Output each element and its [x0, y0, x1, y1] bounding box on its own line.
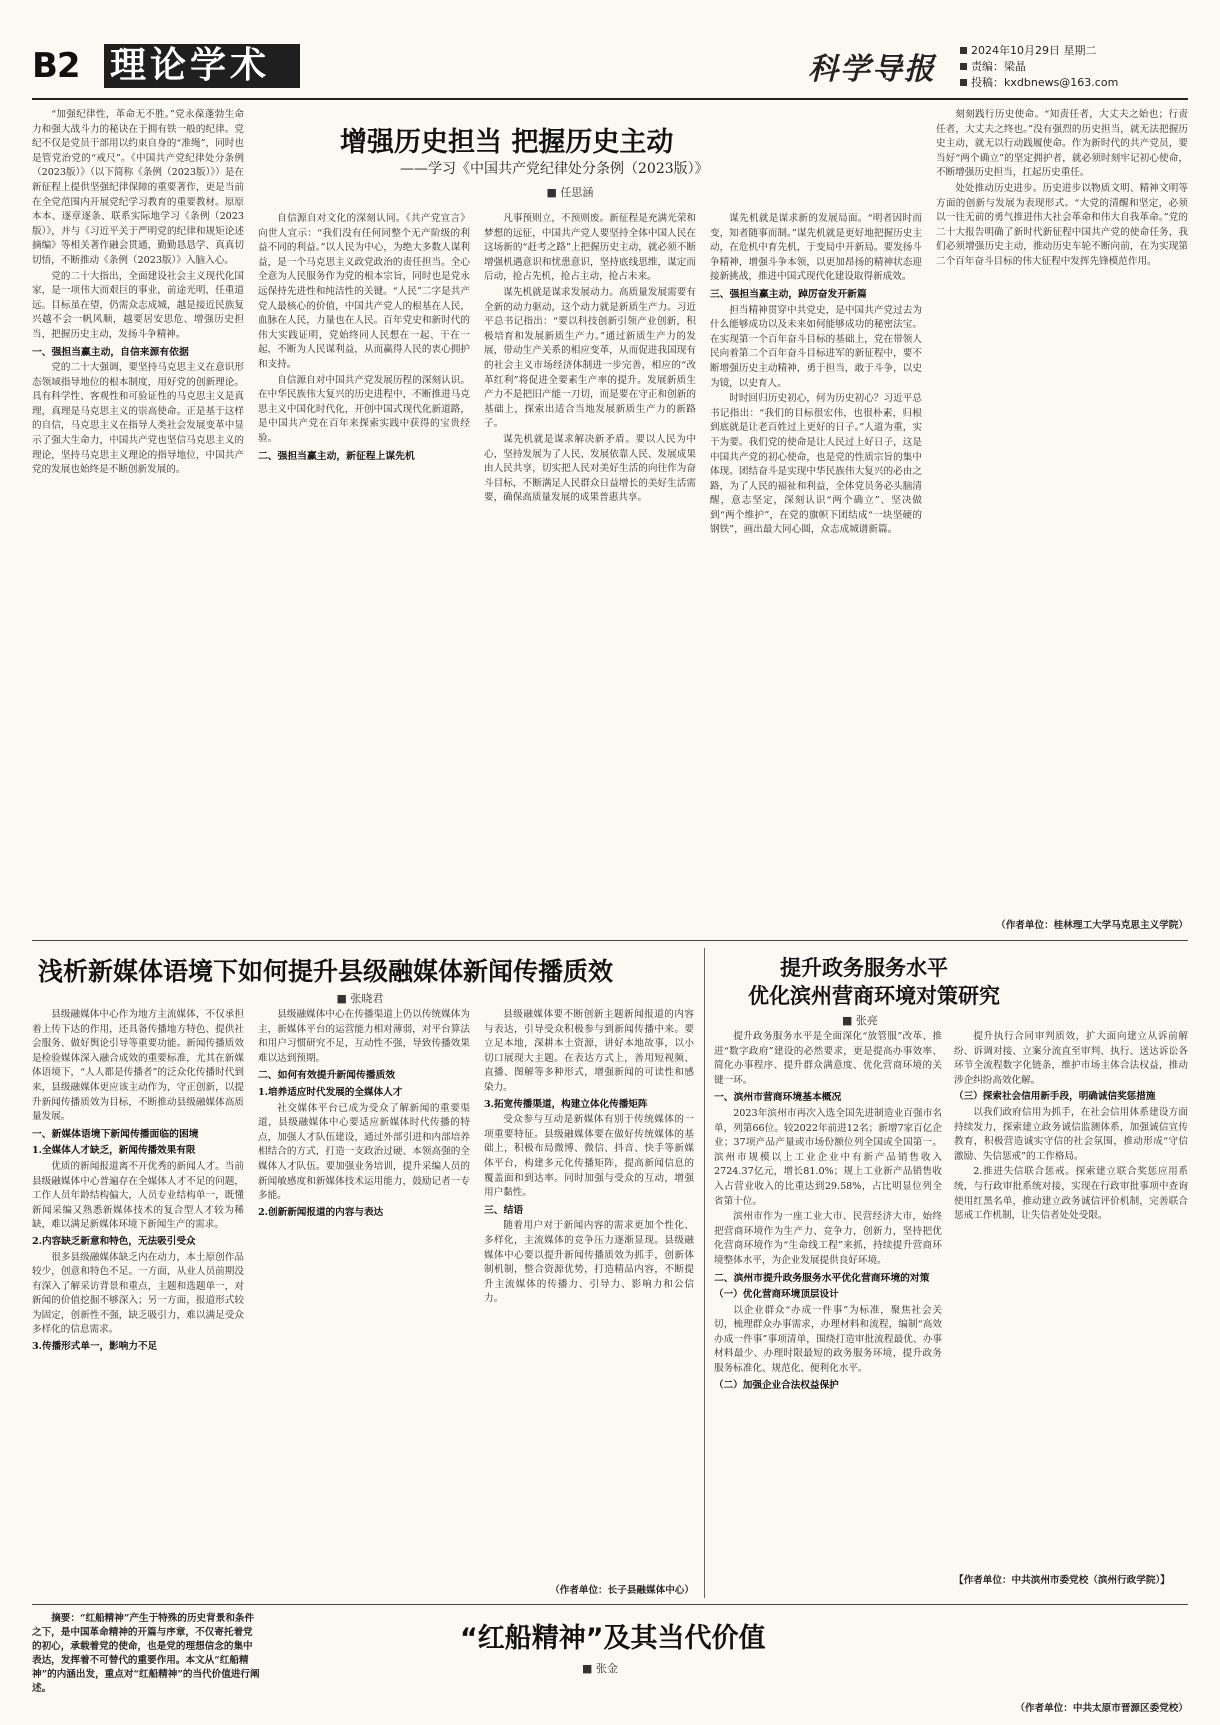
- mail-icon: [960, 79, 967, 86]
- paragraph: 以企业群众“办成一件事”为标准，聚焦社会关切，梳理群众办事需求，办理材料和流程，编制“高效办成一件事”事项清单，围绕打造审批流程最优、办事材料最少、办理时限最短的政务服务环境，提升政务服务标准化、规范化、便利化水平。: [714, 1304, 942, 1375]
- sub-heading: （二）加强企业合法权益保护: [714, 1379, 839, 1391]
- paragraph: 社交媒体平台已成为受众了解新闻的重要渠道，县级融媒体中心要适应新媒体时代传播的特点，加强人才队伍建设，通过外部引进和内部培养相结合的方式，打造一支政治过硬、本领高强的全媒体人才队伍。要加强业务培训，提升采编人员的新闻敏感度和新媒体技术运用能力，鼓励记者一专多能。: [258, 1102, 470, 1202]
- page-number: B2: [32, 46, 80, 86]
- section-heading: 一、新媒体语境下新闻传播面临的困境: [32, 1128, 199, 1140]
- section-heading: 三、强担当赢主动，踔厉奋发开新篇: [710, 288, 867, 300]
- article-1-author: ■ 任思涵: [546, 186, 594, 199]
- newspaper-logo: 科学导报: [808, 52, 936, 87]
- article-3-affiliation: 【作者单位：中共滨州市委党校（滨州行政学院）】: [954, 1575, 1170, 1586]
- masthead-rule: [32, 98, 1188, 100]
- paragraph: 时时回归历史初心，何为历史初心？习近平总书记指出：“我们的目标很宏伟，也很朴素，归根到底就是让老百姓过上更好的日子。”人道为重，实干为要。我们党的使命是让人民过上好日子，这是中国共产党的初心使命，也是党的性质宗旨的集中体现。团结奋斗是实现中华民族伟大复兴的必由之路，为了人民的福祉和利益，全体党员务必头脑清醒，意志坚定，深刻认识“两个确立”、坚决做到“两个维护”，在党的旗帜下团结成“一块坚硬的钢铁”，画出最大同心圆，众志成城谱新篇。: [710, 393, 922, 536]
- section-heading: 二、如何有效提升新闻传播质效: [258, 1070, 396, 1082]
- paragraph: 凡事预则立，不预则废。新征程是充满光荣和梦想的远征，中国共产党人要坚持全体中国人民在这场新的“赶考之路”上把握历史主动，就必须不断增强机遇意识和忧患意识，坚持底线思维，谋定而后动，抢占先机，抢占主动，抢占未来。: [484, 213, 696, 283]
- submission-email: 投稿：kxdbnews@163.com: [971, 76, 1119, 89]
- sub-heading: 3.传播形式单一，影响力不足: [32, 1341, 158, 1353]
- paragraph: 谋先机就是谋求解决新矛盾。要以人民为中心，坚持发展为了人民、发展依靠人民、发展成果由人民共享，切实把人民对美好生活的向往作为奋斗目标，不断满足人民群众日益增长的美好生活需要，确保高质量发展的成果普惠共享。: [484, 433, 696, 504]
- article-3-title-line-2: 优化滨州营商环境对策研究: [748, 984, 1000, 1008]
- section-heading: 二、强担当赢主动，新征程上谋先机: [258, 450, 415, 462]
- paragraph: 县级融媒体中心在传播渠道上仍以传统媒体为主，新媒体平台的运营能力相对薄弱，对平台算法和用户习惯研究不足，互动性不强，导致传播效果难以达到预期。: [258, 1009, 470, 1064]
- paragraph: 谋先机就是谋求发展动力。高质量发展需要有全新的动力驱动，这个动力就是新质生产力。习近平总书记指出：“要以科技创新引领产业创新，积极培育和发展新质生产力。”通过新质生产力的发展，带动生产关系的相应变革，从而促进我国现有的社会主义市场经济体制进一步完善，相应的“改革红利”将促进全要素生产率的提升。发展新质生产力不是把旧产能一刀切，而是要在守正和创新的基础上，探索出适合当地发展新质生产力的新路子。: [484, 286, 696, 430]
- sub-heading: 1.全媒体人才缺乏，新闻传播效果有限: [32, 1145, 196, 1157]
- sub-heading: 2.内容缺乏新意和特色，无法吸引受众: [32, 1235, 196, 1247]
- section-heading: 一、强担当赢主动，自信来源有依据: [32, 346, 189, 358]
- article-4-affiliation: （作者单位：中共太原市晋源区委党校）: [1015, 1703, 1188, 1714]
- paragraph: 滨州市作为一座工业大市、民营经济大市，始终把营商环境作为生产力、竞争力，创新力，坚持把优化营商环境作为“生命线工程”来抓，持续提升营商环境整体水平，为企业发展提供良好环境。: [714, 1211, 942, 1266]
- divider: [704, 948, 705, 1598]
- divider: [32, 940, 1188, 941]
- article-1-col-3: [484, 212, 696, 933]
- section-title: 理论学术: [110, 45, 271, 86]
- section-heading: 一、滨州市营商环境基本概况: [714, 1092, 842, 1104]
- article-3-title-line-1: 提升政务服务水平: [780, 956, 948, 980]
- paragraph: 很多县级融媒体缺乏内在动力，本土原创作品较少，创意和特色不足。一方面，从业人员前期没有深入了解采访背景和重点，主题和选题单一，对新闻的价值挖掘不够深入；另一方面，报道形式较为固定，创新性不强，缺乏吸引力，难以满足受众多样化的信息需求。: [32, 1251, 244, 1336]
- paragraph: 提升执行合同审判质效，扩大面向建立从诉前解纷、诉调对接、立案分流直至审判、执行、送达诉讼各环节全流程数字化链条，维护市场主体合法权益，推动涉企纠纷高效化解。: [954, 1031, 1188, 1086]
- article-2-col-2: [258, 1008, 470, 1596]
- article-1-subtitle: ——学习《中国共产党纪律处分条例（2023版）》: [400, 161, 709, 177]
- article-2-col-3: [484, 1008, 694, 1578]
- sub-heading: 1.培养适应时代发展的全媒体人才: [258, 1086, 403, 1098]
- paragraph: 随着用户对于新闻内容的需求更加个性化、多样化，主流媒体的竞争压力逐渐显现。县级融媒体中心要以提升新闻传播质效为抓手，创新体制机制，整合资源优势，打造精品内容，不断提升主流媒体的传播力、引导力、影响力和公信力。: [484, 1220, 694, 1305]
- paragraph: 提升政务服务水平是全面深化“放管服”改革、推进“数字政府”建设的必然要求，更是提高办事效率、简化办事程序、提升群众满意度、优化营商环境的关键一环。: [714, 1031, 942, 1086]
- article-3-col-1: [714, 1030, 942, 1598]
- paragraph: 优质的新闻报道离不开优秀的新闻人才。当前县级融媒体中心普遍存在全媒体人才不足的问题，工作人员年龄结构偏大，人员专业结构单一，既懂新闻采编又熟悉新媒体技术的复合型人才较为稀缺，难以满足新媒体环境下新闻生产的需求。: [32, 1160, 244, 1231]
- divider: [32, 1604, 1188, 1605]
- article-3-author: ■ 张亮: [842, 1014, 878, 1027]
- paragraph: 2.推进失信联合惩戒。探索建立联合奖惩应用系统，与行政审批系统对接，实现在行政审批事项中查询使用红黑名单，推动建立政务诚信评价机制，完善联合惩戒工作机制，让失信者处处受限。: [954, 1166, 1188, 1222]
- paragraph: 党的二十大指出，全面建设社会主义现代化国家，是一项伟大而艰巨的事业，前途光明，任重道远。目标虽在望，仍需众志成城，越是接近民族复兴越不会一帆风顺，越要居安思危、增强历史担当，把握历史主动，发扬斗争精神。: [32, 270, 244, 340]
- article-1-affiliation: （作者单位：桂林理工大学马克思主义学院）: [996, 920, 1188, 931]
- sub-heading: 2.创新新闻报道的内容与表达: [258, 1206, 384, 1218]
- editor-line: 责编：梁晶: [971, 60, 1026, 73]
- abstract: 摘要：“红船精神”产生于特殊的历史背景和条件之下，是中国革命精神的开篇与序章，不仅寄托着党的初心，承载着党的使命，也是党的理想信念的集中表达，发挥着不可替代的重要作用。本文从“红船精神”的内涵出发，重点对“红船精神”的当代价值进行阐述。: [32, 1613, 260, 1694]
- article-4-title: “红船精神”及其当代价值: [460, 1623, 766, 1654]
- sub-heading: （一）优化营商环境顶层设计: [714, 1289, 839, 1301]
- section-heading: 二、滨州市提升政务服务水平优化营商环境的对策: [714, 1272, 930, 1284]
- paragraph: 自信源自对文化的深刻认同。《共产党宣言》向世人宣示：“我们没有任何同整个无产阶级的利益不同的利益。”以人民为中心，为绝大多数人谋利益，是一个马克思主义政党政治的责任担当。全心全意为人民服务作为党的根本宗旨，同时也是党永远保持先进性和纯洁性的关键。“人民”二字是共产党人最核心的价值，中国共产党人的根基在人民，血脉在人民，力量也在人民。百年党史和新时代的伟大实践证明，党始终同人民想在一起、干在一起，不断为人民谋利益，从而赢得人民的衷心拥护和支持。: [258, 213, 470, 370]
- article-1-title: 增强历史担当 把握历史主动: [340, 127, 674, 158]
- paragraph: 处处推动历史进步。历史进步以物质文明、精神文明等方面的创新与发展为表现形式。“大党的清醒和坚定，必须以一往无前的勇气推进伟大社会革命和伟大自我革命。”党的二十大报告明确了新时代新征程中国共产党的使命任务，我们必须增强历史主动，推动历史车轮不断向前，在为实现第二个百年奋斗目标的伟大征程中发挥先锋模范作用。: [936, 182, 1188, 267]
- pencil-icon: [960, 63, 967, 70]
- calendar-icon: [960, 47, 967, 54]
- issue-date: 2024年10月29日 星期二: [971, 44, 1097, 57]
- article-1-col-4: [710, 212, 922, 933]
- article-3-col-2: [954, 1030, 1188, 1570]
- paragraph: 受众参与互动是新媒体有别于传统媒体的一项重要特征。县级融媒体要在做好传统媒体的基础上，积极布局微博、微信、抖音、快手等新媒体平台，构建多元化传播矩阵，提高新闻信息的覆盖面和到达率。同时加强与受众的互动，增强用户黏性。: [484, 1114, 694, 1199]
- article-2-affiliation: （作者单位：长子县融媒体中心）: [550, 1585, 694, 1596]
- article-1-col-2: [258, 212, 470, 933]
- sub-heading: （三）探索社会信用新手段，明确诚信奖惩措施: [954, 1091, 1156, 1103]
- paragraph: 以我们政府信用为抓手，在社会信用体系建设方面持续发力，探索建立政务诚信监测体系，加强诚信宣传教育，积极营造诚实守信的社会氛围，推动形成“守信激励、失信惩戒”的工作格局。: [954, 1106, 1188, 1162]
- paragraph: 谋先机就是谋求新的发展局面。“明者因时而变，知者随事而制。”谋先机就是更好地把握历史主动，在危机中育先机，于变局中开新局。要发扬斗争精神，增强斗争本领，以更加昂扬的精神状态迎接新挑战，推进中国式现代化建设取得新成效。: [710, 213, 922, 283]
- article-1-col-1: [32, 108, 244, 933]
- article-2-title: 浅析新媒体语境下如何提升县级融媒体新闻传播质效: [38, 957, 614, 986]
- sub-heading: 3.拓宽传播渠道，构建立体化传播矩阵: [484, 1098, 648, 1110]
- paragraph: 县级融媒体要不断创新主题新闻报道的内容与表达，引导受众积极参与到新闻传播中来。要立足本地，深耕本土资源，讲好本地故事，以小切口展现大主题。在表达方式上，善用短视频、直播、图解等多种形式，增强新闻的可读性和感染力。: [484, 1009, 694, 1093]
- article-4-abstract-box: [32, 1612, 262, 1712]
- paragraph: 2023年滨州市再次入选全国先进制造业百强市名单，列第66位。较2022年前进12名；新增7家百亿企业；37项产品产量或市场份额位列全国或全国第一。滨州市规模以上工业企业中有新产品销售收入2724.37亿元，增长81.0%；规上工业新产品销售收入占营业收入的比重达到29.58%，占比明显位列全省第十位。: [714, 1107, 942, 1207]
- paragraph: 刻刻践行历史使命。“知责任者，大丈夫之始也；行责任者，大丈夫之终也。”没有强烈的历史担当，就无法把握历史主动，就无以行动践履使命。作为新时代的共产党员，要当好“两个确立”的坚定拥护者，就必须时刻牢记初心使命，不断增强历史担当，扛起历史重任。: [936, 109, 1188, 179]
- article-2-author: ■ 张晓君: [336, 992, 384, 1005]
- paragraph: 县级融媒体中心作为地方主流媒体，不仅承担着上传下达的作用，还具备传播地方特色、提供社会服务、做好舆论引导等重要功能。新闻传播质效是检验媒体深入融合成效的重要标准，尤其在新媒体语境下，“人人都是传播者”的泛众化传播时代到来，县级融媒体更应该主动作为，守正创新，以提升新闻传播质效为目标，不断推动县级融媒体高质量发展。: [32, 1009, 244, 1123]
- paragraph: “加强纪律性，革命无不胜。”党永葆蓬勃生命力和强大战斗力的秘诀在于拥有铁一般的纪律。党纪不仅是党员干部用以约束自身的“准绳”，同时也是管党治党的“戒尺”。《中国共产党纪律处分条例（2023版）》（以下简称《条例（2023版）》）是在新征程上提供坚强纪律保障的重要著作，更是当前在全党范围内开展党纪学习教育的重要教材。原原本本、逐章逐条、联系实际地学习《条例（2023版）》，并与《习近平关于严明党的纪律和规矩论述摘编》等相关著作融会贯通，勤勤恳恳学、真真切切悟，不断推动《条例（2023版）》入脑入心。: [32, 109, 244, 266]
- article-1-col-5: [936, 108, 1188, 914]
- paragraph: 党的二十大强调，要坚持马克思主义在意识形态领域指导地位的根本制度，用好党的创新理论。具有科学性、客观性和可验证性的马克思主义是真理，真理是马克思主义的崇高使命。正是基于这样的自信，马克思主义在指导人类社会发展变革中显示了强大生命力，中国共产党也坚信马克思主义的理论，坚持马克思主义理论的指导地位，中国共产党的发展也始终是不断创新发展的。: [32, 362, 244, 476]
- paragraph: 担当精神贯穿中共党史，是中国共产党过去为什么能够成功以及未来如何能够成功的秘密法宝。在实现第一个百年奋斗目标的基础上，党在带领人民向着第二个百年奋斗目标进军的新征程中，要不断增强历史主动精神，勇于担当，敢于斗争，以史为镜，以史育人。: [710, 304, 922, 389]
- article-2-col-1: [32, 1008, 244, 1596]
- article-4-author: ■ 张金: [582, 1662, 618, 1675]
- paragraph: 自信源自对中国共产党发展历程的深刻认识。在中华民族伟大复兴的历史进程中，不断推进马克思主义中国化时代化，开创中国式现代化新道路，是中国共产党在百年来探索实践中获得的宝贵经验。: [258, 374, 470, 444]
- section-heading: 三、结语: [484, 1204, 524, 1216]
